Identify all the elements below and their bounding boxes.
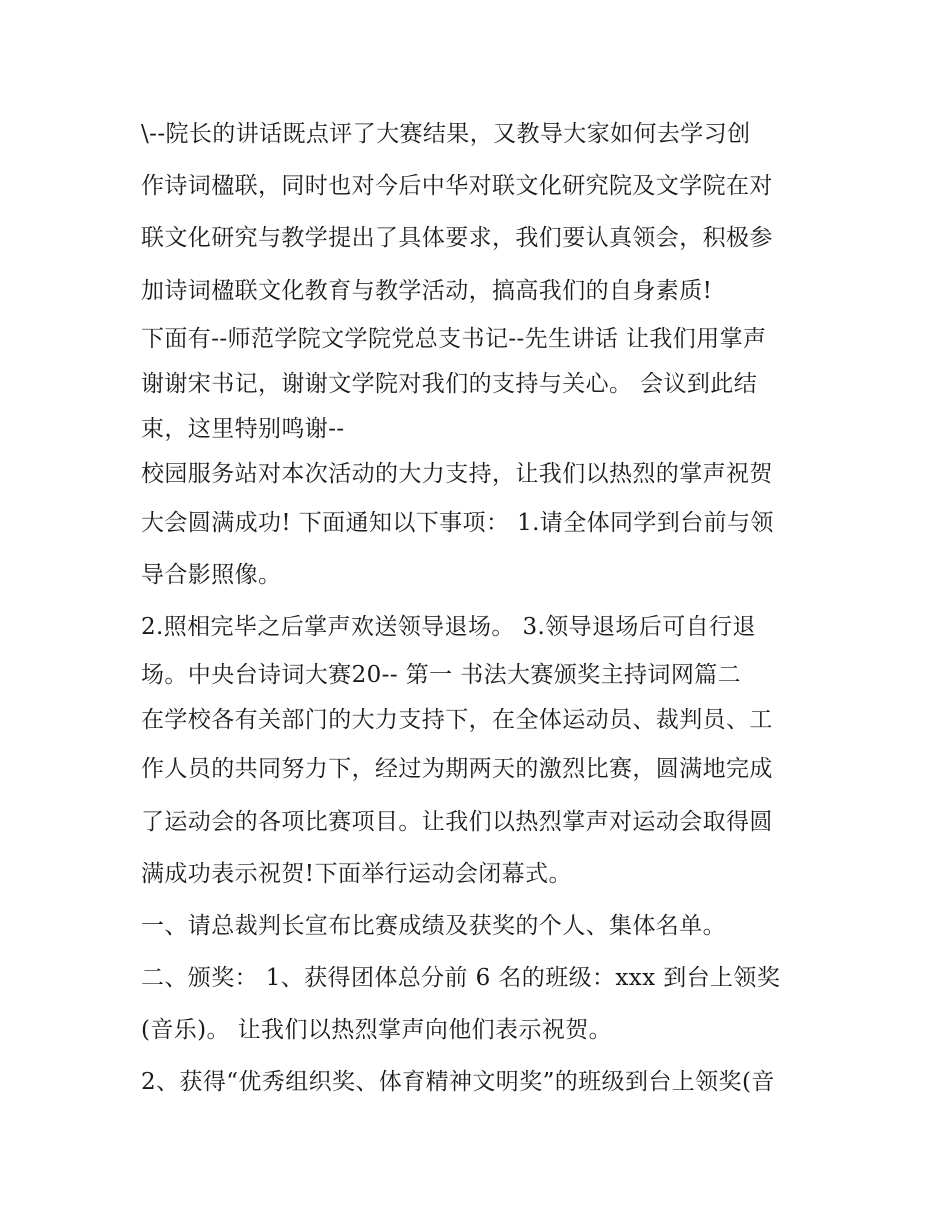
- text-line-10: 导合影照像。: [141, 561, 282, 588]
- text-line-16: 满成功表示祝贺!下面举行运动会闭幕式。: [141, 860, 572, 887]
- text-line-13: 在学校各有关部门的大力支持下，在全体运动员、裁判员、工: [141, 707, 773, 734]
- text-line-17: 一、请总裁判长宣布比赛成绩及获奖的个人、集体名单。: [141, 912, 726, 939]
- text-line-8: 校园服务站对本次活动的大力支持，让我们以热烈的掌声祝贺: [141, 460, 773, 487]
- text-line-14: 作人员的共同努力下，经过为期两天的激烈比赛，圆满地完成: [141, 756, 773, 783]
- text-line-3: 联文化研究与教学提出了具体要求，我们要认真领会，积极参: [141, 225, 773, 252]
- text-line-19: (音乐)。 让我们以热烈掌声向他们表示祝贺。: [141, 1017, 613, 1044]
- text-line-9: 大会圆满成功! 下面通知以下事项： 1.请全体同学到台前与领: [141, 509, 774, 536]
- text-line-5: 下面有--师范学院文学院党总支书记--先生讲话 让我们用掌声: [141, 325, 767, 352]
- text-line-7: 束，这里特别鸣谢--: [141, 415, 345, 442]
- text-line-11: 2.照相完毕之后掌声欢送领导退场。 3.领导退场后可自行退: [141, 614, 756, 641]
- text-line-2: 作诗词楹联，同时也对今后中华对联文化研究院及文学院在对: [141, 173, 773, 200]
- text-line-12: 场。中央台诗词大赛20-- 第一 书法大赛颁奖主持词网篇二: [141, 662, 742, 689]
- text-line-4: 加诗词楹联文化教育与教学活动，搞高我们的自身素质!: [141, 277, 713, 304]
- text-line-18: 二、颁奖： 1、获得团体总分前 6 名的班级：xxx 到台上领奖: [141, 965, 781, 992]
- text-line-1: \--院长的讲话既点评了大赛结果，又教导大家如何去学习创: [141, 121, 751, 147]
- text-line-6: 谢谢宋书记，谢谢文学院对我们的支持与关心。 会议到此结: [141, 370, 758, 397]
- text-line-15: 了运动会的各项比赛项目。让我们以热烈掌声对运动会取得圆: [141, 808, 773, 835]
- text-line-20: 2、获得“优秀组织奖、体育精神文明奖”的班级到台上领奖(音: [141, 1069, 775, 1096]
- document-body: [141, 108, 821, 1109]
